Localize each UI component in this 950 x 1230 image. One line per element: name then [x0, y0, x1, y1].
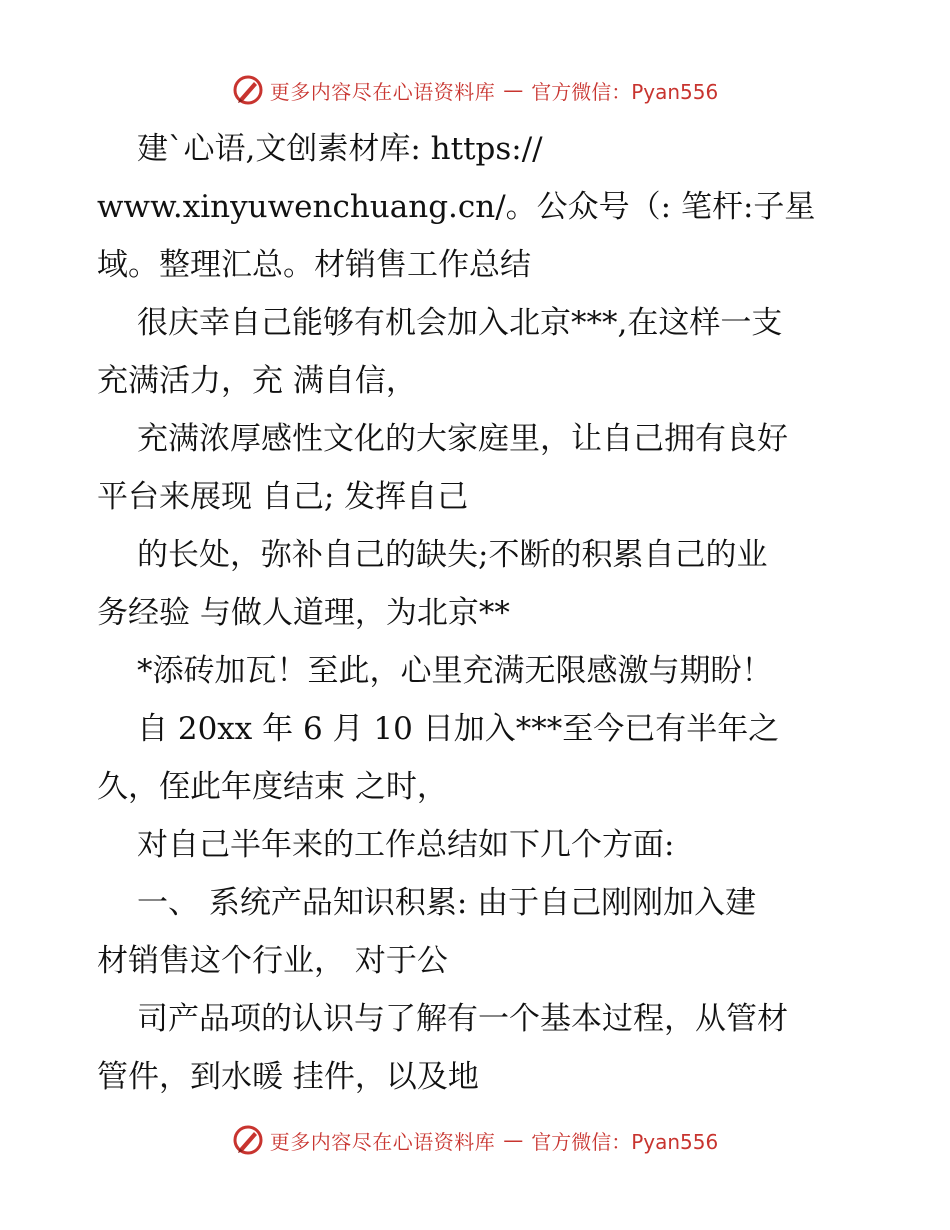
body-line: 务经验 与做人道理，为北京** [97, 595, 510, 631]
pen-logo-icon [232, 1124, 264, 1156]
body-line: 充满活力，充 满自信， [97, 363, 417, 399]
body-line: 很庆幸自己能够有机会加入北京***,在这样一支 [137, 305, 783, 341]
header-banner-dash: — [503, 78, 524, 102]
document-body [97, 120, 857, 1106]
footer-watermark-banner [0, 1120, 950, 1160]
body-line: 司产品项的认识与了解有一个基本过程，从管材 [137, 1001, 788, 1037]
body-line: 自 20xx 年 6 月 10 日加入***至今已有半年之 [137, 711, 780, 747]
body-line: 充满浓厚感性文化的大家庭里，让自己拥有良好 [137, 421, 788, 457]
body-line: 对自己半年来的工作总结如下几个方面: [137, 827, 675, 863]
header-watermark-banner [0, 70, 950, 110]
body-line: 管件，到水暖 挂件，以及地 [97, 1059, 479, 1095]
body-line: 久，侄此年度结束 之时， [97, 769, 448, 805]
body-line: 平台来展现 自己; 发挥自己 [97, 479, 469, 515]
header-banner-inner [232, 74, 719, 106]
pen-logo-icon [232, 74, 264, 106]
body-line: 建`心语,文创素材库: https:// [137, 131, 543, 167]
footer-banner-inner [232, 1124, 719, 1156]
footer-banner-contact: 官方微信：Pyan556 [531, 1129, 719, 1154]
header-banner-contact: 官方微信：Pyan556 [531, 79, 719, 104]
footer-banner-text: 更多内容尽在心语资料库 [269, 1129, 496, 1154]
body-line: 的长处，弥补自己的缺失;不断的积累自己的业 [137, 537, 768, 573]
header-banner-text: 更多内容尽在心语资料库 [269, 79, 496, 104]
body-line: 一、 系统产品知识积累: 由于自己刚刚加入建 [137, 885, 757, 921]
body-line: *添砖加瓦！至此，心里充满无限感激与期盼！ [137, 653, 773, 689]
body-line: www.xinyuwenchuang.cn/。公众号（: 笔杆:子星 [97, 189, 816, 225]
footer-banner-dash: — [503, 1128, 524, 1152]
body-line: 材销售这个行业， 对于公 [97, 943, 448, 979]
body-line: 域。整理汇总。材销售工作总结 [97, 247, 531, 283]
